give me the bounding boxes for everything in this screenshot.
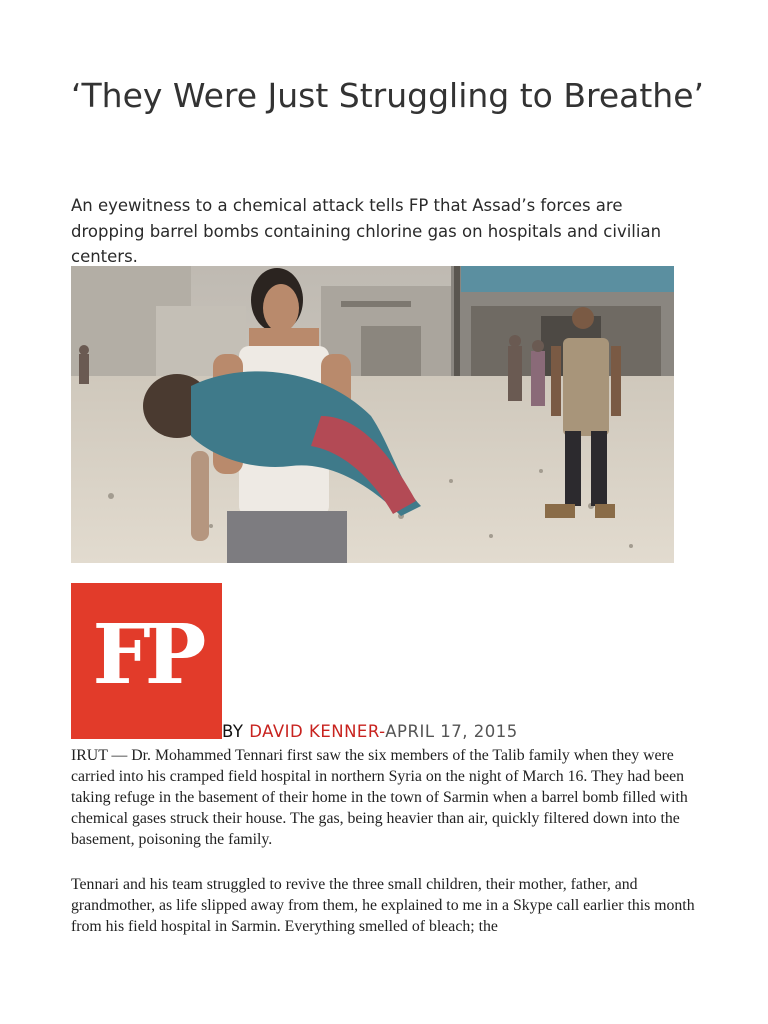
article-photo [71,266,674,563]
byline [222,722,518,742]
body-paragraph: Tennari and his team struggled to revive the three small children, their mother, father, and grandmother, as life slipped away from them, he explained to me in a Skype call earlier this month from his field hospital in Sarmin. Everything smelled of bleach; the [71,876,695,935]
article-subhead: An eyewitness to a chemical attack tells FP that Assad’s forces are dropping barrel bombs containing chlorine gas on hospitals and civilian centers. [71,196,662,266]
body-paragraph: IRUT — Dr. Mohammed Tennari first saw the six members of the Talib family when they were carried into his cramped field hospital in northern Syria on the night of March 16. They had been taking refuge in the basement of their home in the town of Sarmin when a barrel bomb filled with chemical gases struck their house. The gas, being heavier than air, quickly filtered down into the basement, poisoning the family. [71,747,688,848]
fp-logo [71,583,222,739]
author-link[interactable]: DAVID KENNER [249,722,380,741]
byline-separator: - [379,722,386,741]
byline-prefix: BY [222,722,250,741]
article-headline: ‘They Were Just Struggling to Breathe’ [71,76,705,115]
fp-logo-text: FP [92,607,201,703]
publish-date: APRIL 17, 2015 [385,722,518,741]
